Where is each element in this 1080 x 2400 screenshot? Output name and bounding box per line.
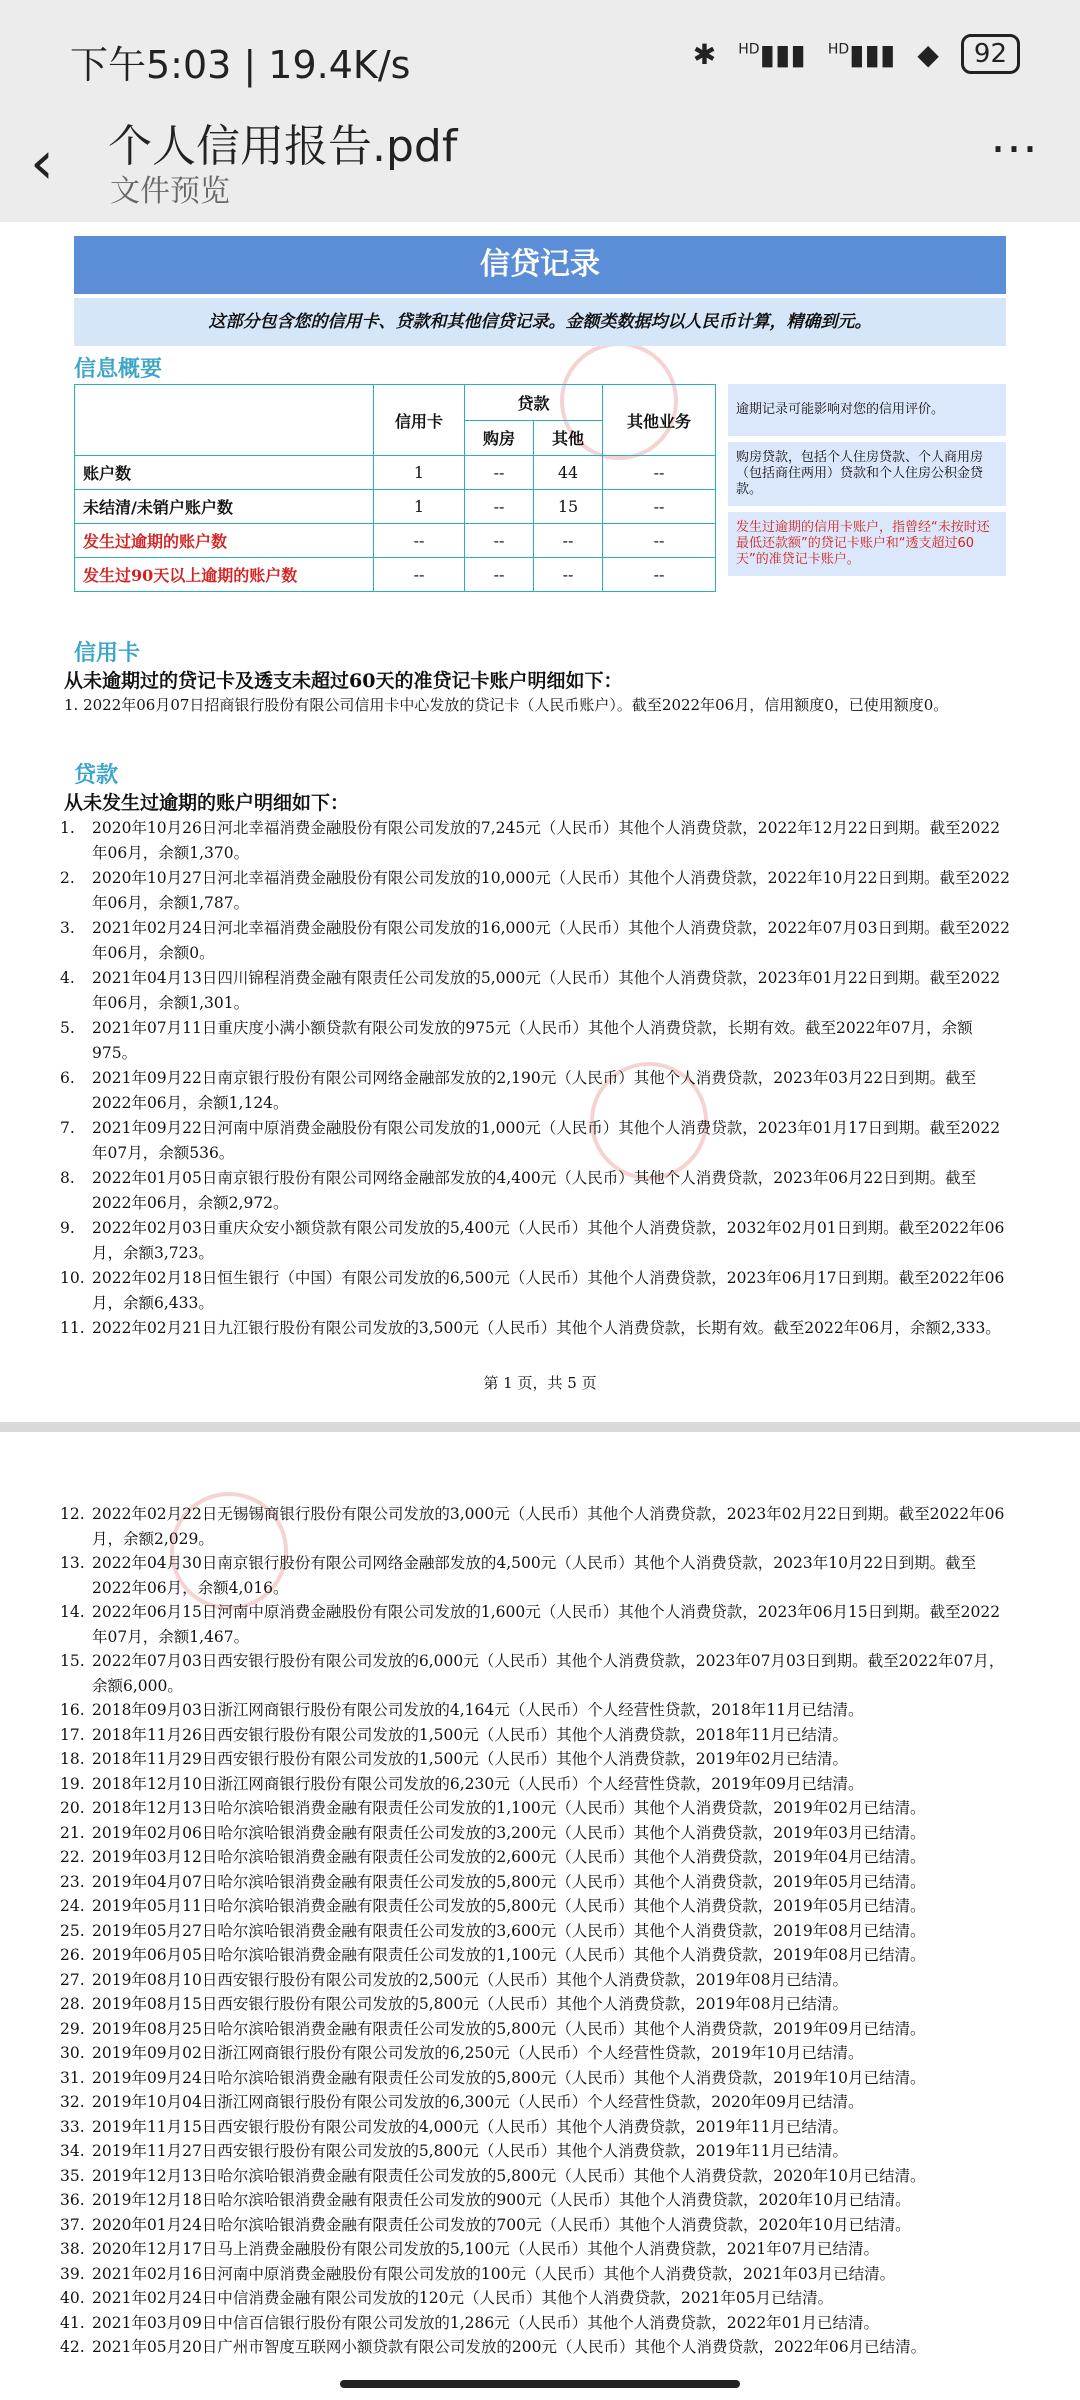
table-cell: 44	[534, 456, 603, 490]
credit-card-title: 信用卡	[74, 641, 141, 666]
note: 购房贷款，包括个人住房贷款、个人商用房（包括商住两用）贷款和个人住房公积金贷款。	[728, 442, 1006, 506]
table-cell: 1	[374, 456, 465, 490]
list-item: 15. 2022年07月03日西安银行股份有限公司发放的6,000元（人民币）其他个人消费贷款，2023年07月03日到期。截至2022年07月，余额6,000。	[60, 1652, 1005, 1695]
list-item: 4. 2021年04月13日四川锦程消费金融有限责任公司发放的5,000元（人民币）其他个人消费贷款，2023年01月22日到期。截至2022年06月，余额1,301。	[60, 969, 1001, 1012]
list-item: 6. 2021年09月22日南京银行股份有限公司网络金融部发放的2,190元（人民币）其他个人消费贷款，2023年03月22日到期。截至2022年06月，余额1,124。	[60, 1069, 977, 1112]
list-item: 24. 2019年05月11日哈尔滨哈银消费金融有限责任公司发放的5,800元（人民币）其他个人消费贷款，2019年05月已结清。	[60, 1897, 926, 1915]
more-icon[interactable]: ⋯	[990, 120, 1042, 176]
list-item: 28. 2019年08月15日西安银行股份有限公司发放的5,800元（人民币）其他个人消费贷款，2019年08月已结清。	[60, 1995, 848, 2013]
loan-heading: 从未发生过逾期的账户明细如下：	[64, 792, 350, 814]
hd-signal-icon: $^{HD}$▮▮▮	[827, 37, 896, 71]
list-item: 1. 2020年10月26日河北幸福消费金融股份有限公司发放的7,245元（人民币）其他个人消费贷款，2022年12月22日到期。截至2022年06月，余额1,370。	[60, 819, 1001, 862]
page-footer: 第 1 页，共 5 页	[483, 1374, 597, 1392]
home-indicator[interactable]	[340, 2380, 740, 2388]
table-cell: 15	[534, 490, 603, 524]
list-item: 38. 2020年12月17日马上消费金融股份有限公司发放的5,100元（人民币）其他个人消费贷款，2021年07月已结清。	[60, 2240, 879, 2258]
app-header	[0, 110, 1080, 222]
table-cell: --	[603, 558, 716, 592]
table-cell: --	[465, 456, 534, 490]
table-row	[75, 490, 716, 524]
file-subtitle: 文件预览	[110, 174, 230, 209]
list-item: 33. 2019年11月15日西安银行股份有限公司发放的4,000元（人民币）其他个人消费贷款，2019年11月已结清。	[60, 2117, 848, 2136]
list-item: 9. 2022年02月03日重庆众安小额贷款有限公司发放的5,400元（人民币）其他个人消费贷款，2032年02月01日到期。截至2022年06月，余额3,723。	[60, 1219, 1005, 1262]
overview-table	[74, 384, 716, 592]
list-item: 25. 2019年05月27日哈尔滨哈银消费金融有限责任公司发放的3,600元（人民币）其他个人消费贷款，2019年08月已结清。	[60, 1921, 926, 1940]
loan-title: 贷款	[74, 763, 119, 788]
list-item: 23. 2019年04月07日哈尔滨哈银消费金融有限责任公司发放的5,800元（人民币）其他个人消费贷款，2019年05月已结清。	[60, 1872, 926, 1891]
list-item: 41. 2021年03月09日中信百信银行股份有限公司发放的1,286元（人民币）其他个人消费贷款，2022年01月已结清。	[60, 2313, 879, 2332]
table-cell: --	[603, 490, 716, 524]
pdf-page-1[interactable]	[0, 222, 1080, 1422]
wifi-icon: ◆	[917, 37, 939, 71]
list-item: 20. 2018年12月13日哈尔滨哈银消费金融有限责任公司发放的1,100元（人民币）其他个人消费贷款，2019年02月已结清。	[60, 1799, 926, 1817]
row-label: 账户数	[75, 456, 374, 490]
section-banner: 信贷记录	[74, 236, 1006, 294]
back-chevron-icon[interactable]: ‹	[30, 128, 54, 198]
table-header: 其他业务	[603, 385, 716, 456]
list-item: 35. 2019年12月13日哈尔滨哈银消费金融有限责任公司发放的5,800元（人民币）其他个人消费贷款，2020年10月已结清。	[60, 2166, 926, 2185]
note: 发生过逾期的信用卡账户，指曾经“未按时还最低还款额”的贷记卡账户和“透支超过60天”的准贷记卡账户。	[728, 512, 1006, 576]
table-cell: --	[534, 524, 603, 558]
table-cell: --	[374, 524, 465, 558]
table-header: 购房	[465, 420, 534, 456]
table-header: 信用卡	[374, 385, 465, 456]
battery-indicator: 92	[961, 34, 1020, 74]
list-item: 7. 2021年09月22日河南中原消费金融股份有限公司发放的1,000元（人民币）其他个人消费贷款，2023年01月17日到期。截至2022年07月，余额536。	[60, 1119, 1001, 1162]
table-cell: --	[374, 558, 465, 592]
table-corner	[75, 385, 374, 456]
row-label: 未结清/未销户账户数	[75, 490, 374, 524]
table-cell: --	[534, 558, 603, 592]
list-item: 10. 2022年02月18日恒生银行（中国）有限公司发放的6,500元（人民币）其他个人消费贷款，2023年06月17日到期。截至2022年06月，余额6,433。	[60, 1269, 1005, 1312]
credit-card-item: 1. 2022年06月07日招商银行股份有限公司信用卡中心发放的贷记卡（人民币账户）。截至2022年06月，信用额度0，已使用额度0。	[64, 696, 949, 714]
list-item: 39. 2021年02月16日河南中原消费金融股份有限公司发放的100元（人民币）其他个人消费贷款，2021年03月已结清。	[60, 2264, 896, 2283]
list-item: 30. 2019年09月02日浙江网商银行股份有限公司发放的6,250元（人民币）个人经营性贷款，2019年10月已结清。	[60, 2044, 864, 2062]
status-time: 下午5:03 | 19.4K/s	[70, 43, 411, 87]
list-item: 34. 2019年11月27日西安银行股份有限公司发放的5,800元（人民币）其他个人消费贷款，2019年11月已结清。	[60, 2142, 848, 2160]
list-item: 13. 2022年04月30日南京银行股份有限公司网络金融部发放的4,500元（人民币）其他个人消费贷款，2023年10月22日到期。截至2022年06月，余额4,016。	[60, 1554, 977, 1597]
list-item: 8. 2022年01月05日南京银行股份有限公司网络金融部发放的4,400元（人民币）其他个人消费贷款，2023年06月22日到期。截至2022年06月，余额2,972。	[60, 1169, 977, 1212]
bluetooth-icon: ✱	[692, 37, 717, 71]
list-item: 27. 2019年08月10日西安银行股份有限公司发放的2,500元（人民币）其他个人消费贷款，2019年08月已结清。	[60, 1970, 848, 1989]
page-separator	[0, 1422, 1080, 1432]
list-item: 16. 2018年09月03日浙江网商银行股份有限公司发放的4,164元（人民币）个人经营性贷款，2018年11月已结清。	[60, 1701, 864, 1719]
row-label: 发生过逾期的账户数	[75, 524, 374, 558]
row-label: 发生过90天以上逾期的账户数	[75, 558, 374, 592]
loan-list-continued	[60, 1502, 1010, 2360]
table-header: 贷款	[465, 385, 603, 421]
table-header: 其他	[534, 420, 603, 456]
list-item: 40. 2021年02月24日中信消费金融有限公司发放的120元（人民币）其他个人消费贷款，2021年05月已结清。	[60, 2289, 834, 2307]
list-item: 3. 2021年02月24日河北幸福消费金融股份有限公司发放的16,000元（人民币）其他个人消费贷款，2022年07月03日到期。截至2022年06月，余额0。	[60, 919, 1010, 962]
table-cell: --	[465, 558, 534, 592]
table-row	[75, 456, 716, 490]
table-row	[75, 558, 716, 592]
table-cell: --	[465, 524, 534, 558]
overview-notes	[728, 384, 1006, 582]
list-item: 22. 2019年03月12日哈尔滨哈银消费金融有限责任公司发放的2,600元（人民币）其他个人消费贷款，2019年04月已结清。	[60, 1848, 926, 1866]
list-item: 36. 2019年12月18日哈尔滨哈银消费金融有限责任公司发放的900元（人民币）其他个人消费贷款，2020年10月已结清。	[60, 2191, 911, 2209]
status-icons	[693, 34, 1020, 74]
list-item: 12. 2022年02月22日无锡锡商银行股份有限公司发放的3,000元（人民币）其他个人消费贷款，2023年02月22日到期。截至2022年06月，余额2,029。	[60, 1505, 1005, 1548]
list-item: 17. 2018年11月26日西安银行股份有限公司发放的1,500元（人民币）其他个人消费贷款，2018年11月已结清。	[60, 1725, 848, 1744]
section-description: 这部分包含您的信用卡、贷款和其他信贷记录。金额类数据均以人民币计算，精确到元。	[74, 298, 1006, 346]
list-item: 19. 2018年12月10日浙江网商银行股份有限公司发放的6,230元（人民币）个人经营性贷款，2019年09月已结清。	[60, 1774, 864, 1793]
list-item: 37. 2020年01月24日哈尔滨哈银消费金融有限责任公司发放的700元（人民币）其他个人消费贷款，2020年10月已结清。	[60, 2215, 911, 2234]
list-item: 42. 2021年05月20日广州市智度互联网小额贷款有限公司发放的200元（人民币）其他个人消费贷款，2022年06月已结清。	[60, 2338, 927, 2356]
table-row	[75, 524, 716, 558]
list-item: 2. 2020年10月27日河北幸福消费金融股份有限公司发放的10,000元（人民币）其他个人消费贷款，2022年10月22日到期。截至2022年06月，余额1,787。	[60, 869, 1010, 912]
list-item: 14. 2022年06月15日河南中原消费金融股份有限公司发放的1,600元（人民币）其他个人消费贷款，2023年06月15日到期。截至2022年07月，余额1,467。	[60, 1603, 1001, 1646]
loan-list	[60, 816, 1010, 1341]
list-item: 11. 2022年02月21日九江银行股份有限公司发放的3,500元（人民币）其他个人消费贷款，长期有效。截至2022年06月，余额2,333。	[60, 1319, 1001, 1337]
list-item: 26. 2019年06月05日哈尔滨哈银消费金融有限责任公司发放的1,100元（人民币）其他个人消费贷款，2019年08月已结清。	[60, 1946, 926, 1964]
list-item: 5. 2021年07月11日重庆度小满小额贷款有限公司发放的975元（人民币）其他个人消费贷款，长期有效。截至2022年07月，余额975。	[60, 1019, 973, 1062]
overview-title: 信息概要	[74, 357, 163, 382]
list-item: 18. 2018年11月29日西安银行股份有限公司发放的1,500元（人民币）其他个人消费贷款，2019年02月已结清。	[60, 1750, 848, 1768]
file-title: 个人信用报告.pdf	[108, 121, 458, 172]
pdf-page-2[interactable]	[0, 1432, 1080, 2400]
table-cell: 1	[374, 490, 465, 524]
list-item: 32. 2019年10月04日浙江网商银行股份有限公司发放的6,300元（人民币）个人经营性贷款，2020年09月已结清。	[60, 2093, 864, 2111]
table-cell: --	[603, 456, 716, 490]
list-item: 31. 2019年09月24日哈尔滨哈银消费金融有限责任公司发放的5,800元（人民币）其他个人消费贷款，2019年10月已结清。	[60, 2068, 926, 2087]
list-item: 29. 2019年08月25日哈尔滨哈银消费金融有限责任公司发放的5,800元（人民币）其他个人消费贷款，2019年09月已结清。	[60, 2019, 926, 2038]
credit-card-heading: 从未逾期过的贷记卡及透支未超过60天的准贷记卡账户明细如下：	[64, 670, 623, 692]
note: 逾期记录可能影响对您的信用评价。	[728, 384, 1006, 436]
table-cell: --	[603, 524, 716, 558]
table-cell: --	[465, 490, 534, 524]
list-item: 21. 2019年02月06日哈尔滨哈银消费金融有限责任公司发放的3,200元（人民币）其他个人消费贷款，2019年03月已结清。	[60, 1823, 926, 1842]
status-bar	[0, 0, 1080, 110]
hd-signal-icon: $^{HD}$▮▮▮	[738, 37, 806, 71]
